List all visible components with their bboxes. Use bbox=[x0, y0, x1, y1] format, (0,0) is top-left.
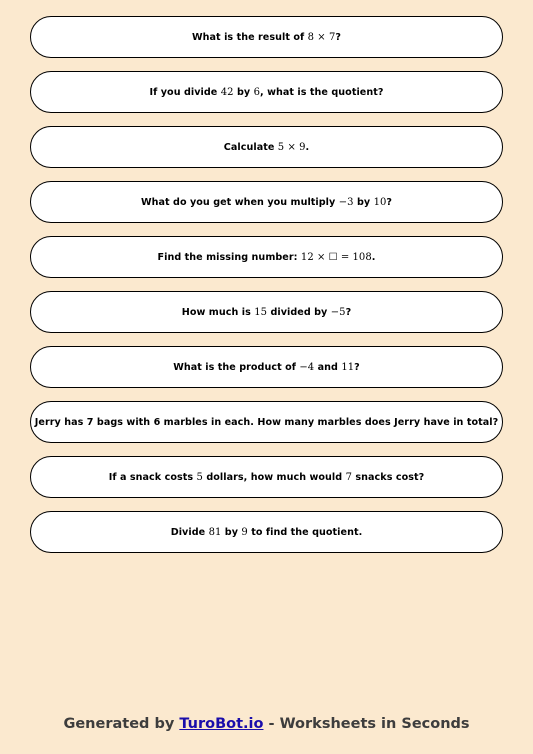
question-text bbox=[173, 362, 360, 373]
math-expression: −3 bbox=[338, 196, 354, 208]
question-box bbox=[30, 181, 503, 223]
question-fragment: by bbox=[221, 526, 242, 538]
turobot-link[interactable]: TuroBot.io bbox=[179, 716, 264, 732]
question-fragment: If you divide bbox=[149, 86, 221, 98]
question-fragment: by bbox=[353, 196, 374, 208]
question-box bbox=[30, 401, 503, 443]
question-fragment: to find the quotient. bbox=[247, 526, 363, 538]
question-fragment: Calculate bbox=[223, 141, 278, 153]
question-fragment: dollars, how much would bbox=[202, 471, 346, 483]
footer bbox=[0, 716, 533, 732]
question-fragment: What do you get when you multiply bbox=[140, 196, 339, 208]
math-expression: 10 bbox=[373, 196, 387, 208]
question-fragment: snacks cost? bbox=[352, 471, 425, 483]
question-list bbox=[30, 16, 503, 566]
question-box bbox=[30, 126, 503, 168]
math-expression: 5 bbox=[196, 471, 203, 483]
question-box bbox=[30, 71, 503, 113]
math-expression: 11 bbox=[341, 361, 355, 373]
question-box bbox=[30, 16, 503, 58]
question-text bbox=[35, 417, 498, 428]
question-box bbox=[30, 291, 503, 333]
question-fragment: Divide bbox=[170, 526, 209, 538]
math-expression: 42 bbox=[220, 86, 234, 98]
math-expression: −5 bbox=[330, 306, 346, 318]
question-text bbox=[158, 252, 376, 263]
question-fragment: by bbox=[233, 86, 254, 98]
question-fragment: Find the missing number: bbox=[157, 251, 301, 263]
math-expression: 81 bbox=[208, 526, 222, 538]
math-expression: 15 bbox=[254, 306, 268, 318]
question-text bbox=[150, 87, 384, 98]
math-expression: 12 × ☐ = 108 bbox=[300, 251, 372, 263]
math-expression: 5 × 9 bbox=[277, 141, 306, 153]
footer-prefix: Generated by bbox=[63, 716, 180, 732]
question-fragment: ? bbox=[386, 196, 393, 208]
question-text bbox=[141, 197, 392, 208]
question-fragment: and bbox=[314, 361, 342, 373]
question-fragment: What is the product of bbox=[173, 361, 300, 373]
math-expression: −4 bbox=[299, 361, 315, 373]
question-box bbox=[30, 346, 503, 388]
question-text bbox=[192, 32, 341, 43]
question-fragment: divided by bbox=[267, 306, 331, 318]
question-fragment: , what is the quotient? bbox=[260, 86, 384, 98]
question-fragment: ? bbox=[354, 361, 360, 373]
question-box bbox=[30, 511, 503, 553]
math-expression: 7 bbox=[345, 471, 352, 483]
question-text bbox=[182, 307, 351, 318]
question-fragment: If a snack costs bbox=[108, 471, 197, 483]
question-text bbox=[171, 527, 363, 538]
question-fragment: . bbox=[305, 141, 310, 153]
question-text bbox=[224, 142, 309, 153]
question-fragment: Jerry has 7 bags with 6 marbles in each. How many marbles does Jerry have in total? bbox=[34, 416, 499, 428]
question-fragment: How much is bbox=[181, 306, 255, 318]
question-fragment: ? bbox=[345, 306, 352, 318]
question-fragment: What is the result of bbox=[192, 31, 308, 43]
math-expression: 8 × 7 bbox=[307, 31, 336, 43]
math-expression: 6 bbox=[253, 86, 260, 98]
question-box bbox=[30, 236, 503, 278]
footer-suffix: - Worksheets in Seconds bbox=[263, 716, 470, 732]
question-fragment: . bbox=[371, 251, 376, 263]
question-box bbox=[30, 456, 503, 498]
math-expression: 9 bbox=[241, 526, 248, 538]
question-fragment: ? bbox=[335, 31, 341, 43]
question-text bbox=[109, 472, 425, 483]
